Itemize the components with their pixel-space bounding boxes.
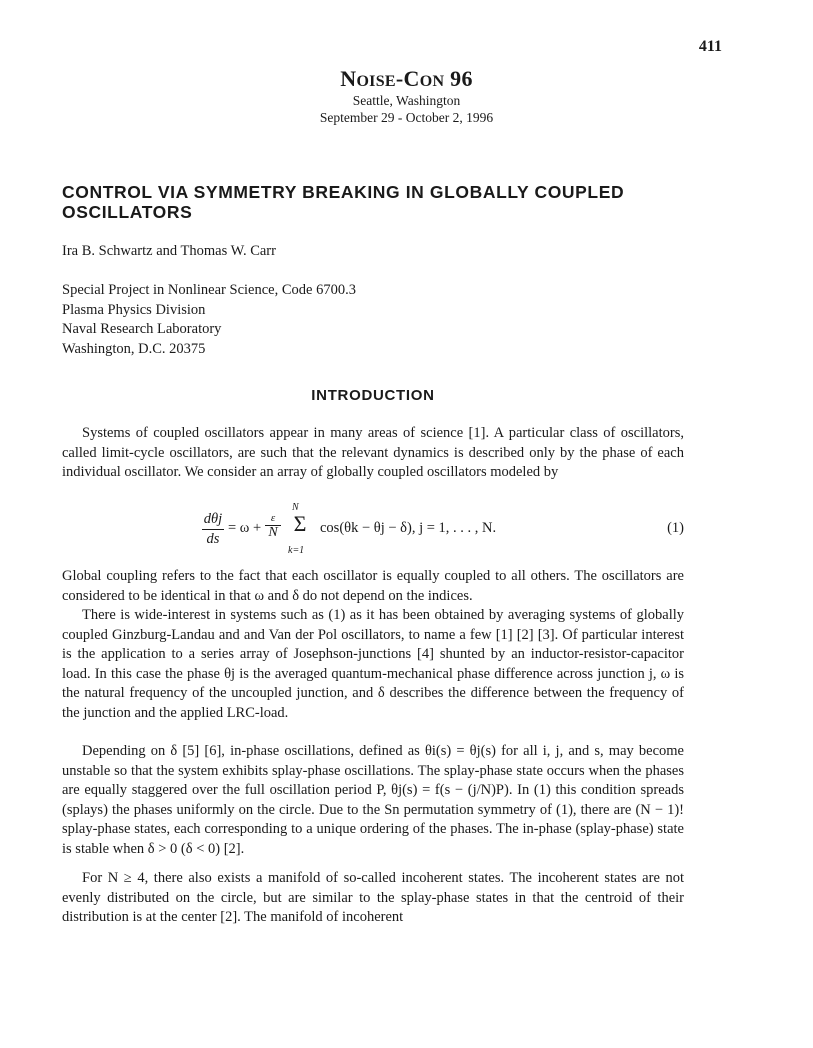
equation-1	[62, 502, 684, 564]
paper-title: CONTROL VIA SYMMETRY BREAKING IN GLOBALLY COUPLED OSCILLATORS	[62, 182, 625, 222]
equation-number: (1)	[667, 520, 684, 536]
conference-name	[0, 66, 813, 92]
conference-name-part: -	[395, 66, 404, 91]
affiliation-line: Naval Research Laboratory	[62, 321, 222, 337]
conference-header	[0, 66, 813, 126]
fraction-bar	[202, 529, 224, 530]
conference-location: Seattle, Washington	[352, 93, 461, 108]
equation-summation	[280, 502, 320, 564]
equation-derivative	[202, 511, 224, 548]
conference-name-part: C	[403, 66, 420, 91]
conference-name-part: ON	[419, 73, 445, 90]
affiliation-line: Plasma Physics Division	[62, 301, 206, 318]
coefficient-denominator: N	[268, 525, 278, 540]
paragraph-1: Systems of coupled oscillators appear in many areas of science [1]. A particular class of oscillators, called limit-cycle oscillators, are such that the relevant dynamics is described only by the phase of each individual oscillator. We consider an array of globally coupled oscillators modeled by	[62, 425, 684, 480]
affiliation-line: Special Project in Nonlinear Science, Code 6700.3	[62, 282, 356, 298]
coefficient-numerator: ε	[270, 512, 276, 524]
sum-lower-limit: k=1	[288, 545, 305, 556]
section-heading: INTRODUCTION	[311, 387, 435, 404]
equation-omega: = ω +	[228, 520, 262, 536]
paragraph-5: For N ≥ 4, there also exists a manifold of so-called incoherent states. The incoherent states are not evenly distributed on the circle, but are similar to the splay-phase states in that the centroid of their distribution is at the center [2]. The manifold of incoherent	[62, 870, 684, 925]
paper-authors: Ira B. Schwartz and Thomas W. Carr	[62, 243, 276, 259]
conference-name-part: N	[340, 66, 357, 91]
equation-rhs: cos(θk − θj − δ), j = 1, . . . , N.	[320, 520, 497, 536]
sum-symbol: Σ	[293, 511, 307, 536]
affiliation-line: Washington, D.C. 20375	[62, 340, 206, 357]
sum-upper-limit: N	[292, 502, 299, 513]
conference-name-part: OISE	[356, 73, 396, 90]
derivative-numerator: dθj	[203, 511, 223, 527]
paragraph-2: Global coupling refers to the fact that each oscillator is equally coupled to all others. The oscillators are considered to be identical in that ω and δ do not depend on the indices.	[62, 568, 684, 604]
paragraph-3: There is wide-interest in systems such as (1) as it has been obtained by averaging systems of globally coupled Ginzburg-Landau and and Van der Pol oscillators, to name a few [1] [2] [3]. Of particular interest is the application to a series array of Josephson-junctions [4] shunted by an inductor-resistor-capacitor load. In this case the phase θj is the averaged quantum-mechanical phase difference across junction j, ω is the natural frequency of the uncoupled junction, and δ describes the difference between the frequency of the junction and the applied LRC-load.	[62, 607, 684, 721]
equation-coefficient	[265, 512, 281, 539]
paragraph-4: Depending on δ [5] [6], in-phase oscillations, defined as θi(s) = θj(s) for all i, j, and s, may become unstable so that the system exhibits splay-phase oscillations. The splay-phase state occurs when the phases are equally staggered over the full oscillation period P, θj(s) = f(s − (j/N)P). In (1) this condition spreads (splays) the phases uniformly on the circle. Due to the Sn permutation symmetry of (1), there are (N − 1)! splay-phase states, each corresponding to a unique ordering of the phases. The in-phase (splay-phase) state is stable when δ > 0 (δ < 0) [2].	[62, 743, 684, 857]
conference-year: 96	[444, 66, 473, 91]
conference-dates: September 29 - October 2, 1996	[319, 110, 494, 125]
affiliation-block	[62, 281, 356, 359]
derivative-denominator: ds	[206, 531, 220, 547]
page-number: 411	[698, 38, 722, 55]
